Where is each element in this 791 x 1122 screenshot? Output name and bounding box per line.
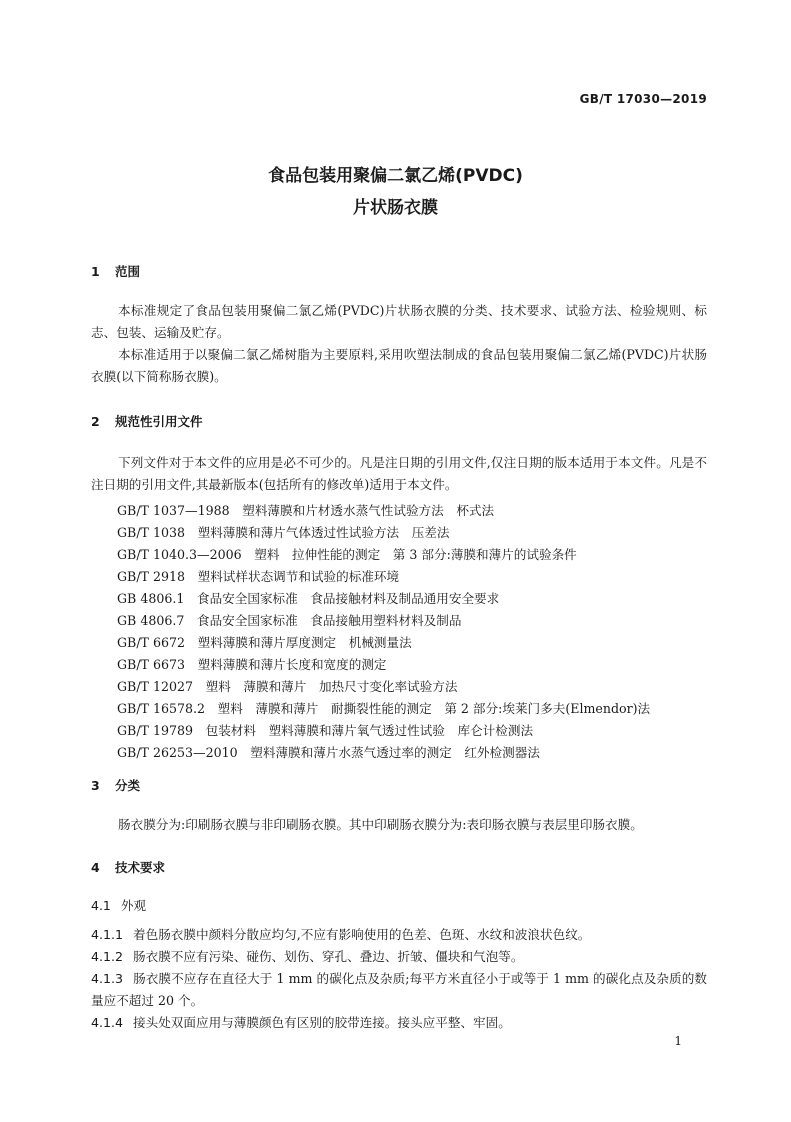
reference-item: GB/T 19789 包装材料 塑料薄膜和薄片氧气透过性试验 库仑计检测法 (117, 723, 534, 738)
clause-4-1-3 (91, 968, 707, 1012)
reference-item: GB/T 1037—1988 塑料薄膜和片材透水蒸气性试验方法 杯式法 (117, 503, 495, 518)
clause-number: 4.1.3 (91, 971, 124, 986)
section-heading-classification (91, 776, 140, 794)
references-intro: 下列文件对于本文件的应用是必不可少的。凡是注日期的引用文件,仅注日期的版本适用于本文件。凡是不注日期的引用文件,其最新版本(包括所有的修改单)适用于本文件。 (91, 455, 707, 492)
reference-item: GB/T 12027 塑料 薄膜和薄片 加热尺寸变化率试验方法 (117, 679, 458, 694)
reference-item: GB/T 1038 塑料薄膜和薄片气体透过性试验方法 压差法 (117, 525, 450, 540)
reference-item: GB/T 16578.2 塑料 薄膜和薄片 耐撕裂性能的测定 第 2 部分:埃莱门多夫(Elmendor)法 (117, 701, 651, 716)
scope-paragraph-2: 本标准适用于以聚偏二氯乙烯树脂为主要原料,采用吹塑法制成的食品包装用聚偏二氯乙烯(PVDC)片状肠衣膜(以下简称肠衣膜)。 (91, 347, 707, 384)
reference-item: GB/T 26253—2010 塑料薄膜和薄片水蒸气透过率的测定 红外检测器法 (117, 745, 540, 760)
reference-item: GB 4806.7 食品安全国家标准 食品接触用塑料材料及制品 (117, 613, 462, 628)
reference-item: GB/T 6673 塑料薄膜和薄片长度和宽度的测定 (117, 657, 387, 672)
section-number: 2 (91, 414, 100, 429)
clause-number: 4.1.4 (91, 1015, 124, 1030)
reference-item: GB/T 1040.3—2006 塑料 拉伸性能的测定 第 3 部分:薄膜和薄片的试验条件 (117, 547, 577, 562)
clause-text: 接头处双面应用与薄膜颜色有区别的胶带连接。接头应平整、牢固。 (133, 1015, 511, 1030)
clause-4-1-2 (91, 946, 707, 968)
section-title: 范围 (115, 264, 141, 279)
subsection-heading-appearance (91, 896, 146, 914)
clause-number: 4.1.1 (91, 927, 124, 942)
section-heading-normative-references (91, 412, 203, 430)
page-number: 1 (674, 1034, 682, 1048)
subsection-title: 外观 (121, 898, 147, 913)
section-number: 3 (91, 778, 100, 793)
section-title: 技术要求 (115, 860, 166, 875)
document-title-line2: 片状肠衣膜 (353, 198, 438, 218)
subsection-number: 4.1 (91, 898, 111, 913)
document-title-line1: 食品包装用聚偏二氯乙烯(PVDC) (268, 166, 523, 186)
classification-paragraph: 肠衣膜分为:印刷肠衣膜与非印刷肠衣膜。其中印刷肠衣膜分为:表印肠衣膜与表层里印肠衣膜。 (118, 817, 643, 832)
section-number: 1 (91, 264, 100, 279)
reference-item: GB 4806.1 食品安全国家标准 食品接触材料及制品通用安全要求 (117, 591, 500, 606)
section-title: 分类 (115, 778, 141, 793)
section-heading-scope (91, 262, 140, 280)
section-number: 4 (91, 860, 100, 875)
clause-text: 肠衣膜不应有污染、碰伤、划伤、穿孔、叠边、折皱、僵块和气泡等。 (133, 949, 524, 964)
clause-number: 4.1.2 (91, 949, 124, 964)
standard-code: GB/T 17030—2019 (579, 92, 707, 106)
clause-text: 肠衣膜不应存在直径大于 1 mm 的碳化点及杂质;每平方米直径小于或等于 1 mm 的碳化点及杂质的数量应不超过 20 个。 (91, 971, 707, 1008)
clause-4-1-4 (91, 1012, 707, 1034)
section-heading-technical-requirements (91, 858, 165, 876)
clause-4-1-1 (91, 924, 707, 946)
reference-item: GB/T 6672 塑料薄膜和薄片厚度测定 机械测量法 (117, 635, 412, 650)
scope-paragraph-1: 本标准规定了食品包装用聚偏二氯乙烯(PVDC)片状肠衣膜的分类、技术要求、试验方法、检验规则、标志、包装、运输及贮存。 (91, 303, 707, 340)
reference-item: GB/T 2918 塑料试样状态调节和试验的标准环境 (117, 569, 400, 584)
section-title: 规范性引用文件 (115, 414, 203, 429)
clause-text: 着色肠衣膜中颜料分散应均匀,不应有影响使用的色差、色斑、水纹和波浪状色纹。 (133, 927, 591, 942)
